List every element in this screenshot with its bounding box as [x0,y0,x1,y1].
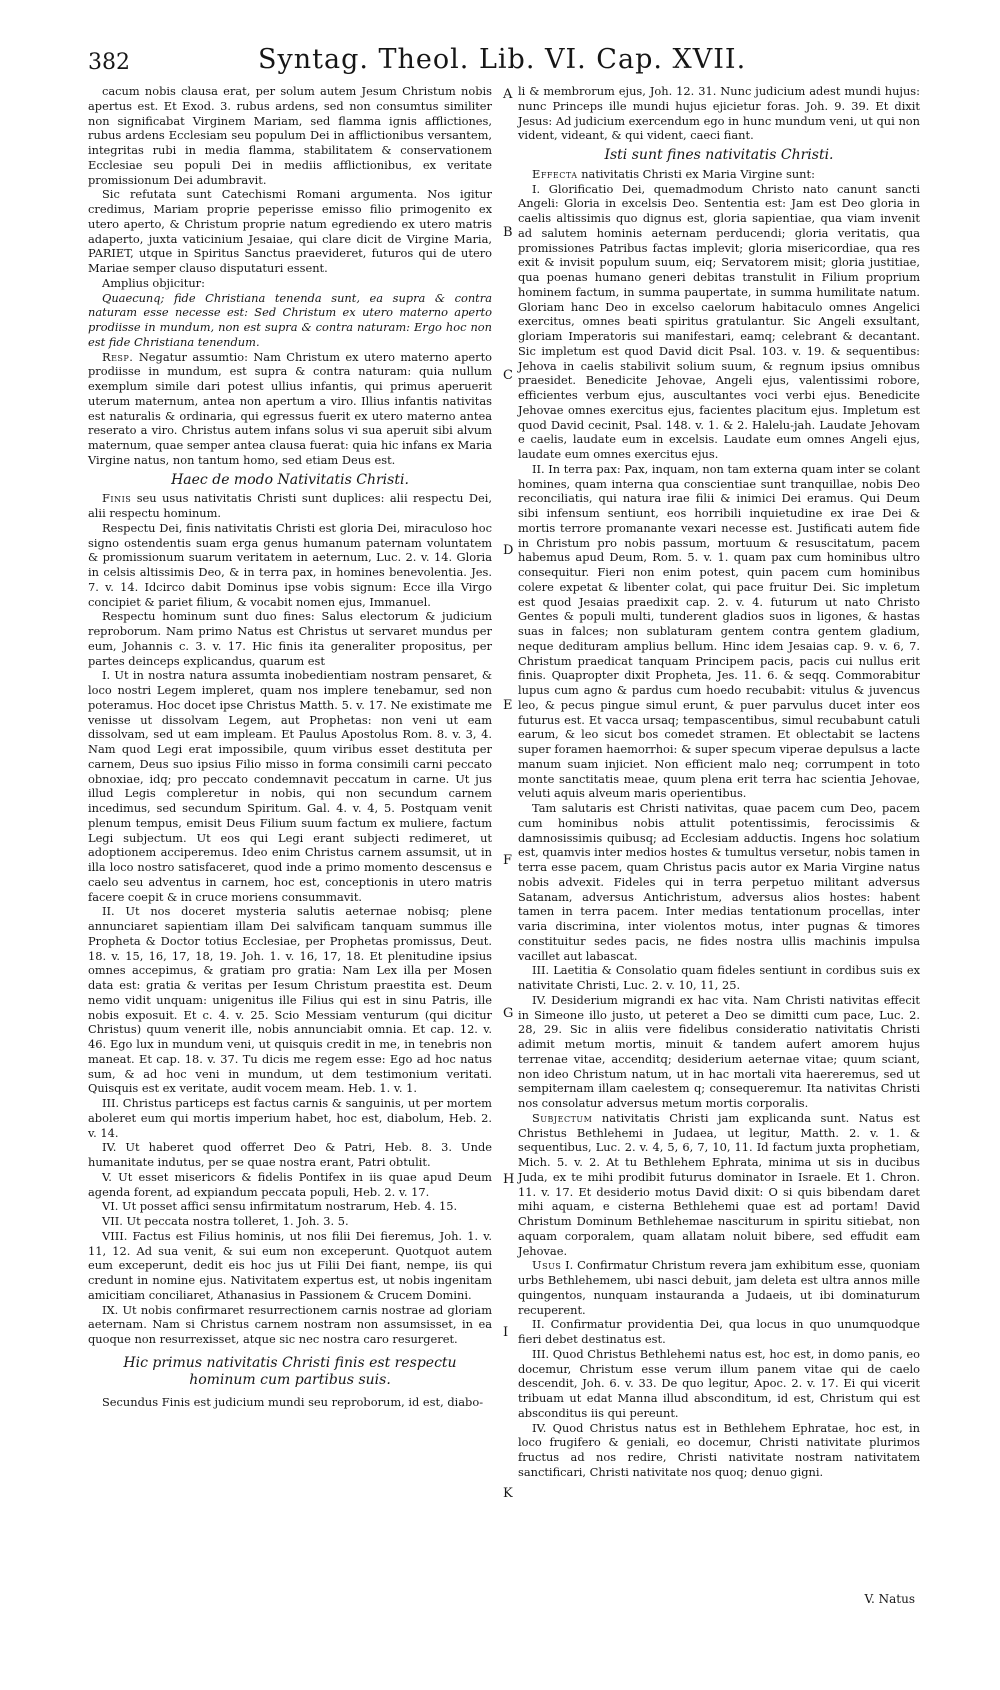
paragraph-text: seu usus nativitatis Christi sunt duplices: alii respectu Dei, alii respectu hominum. [88,491,493,520]
paragraph: IV. Ut haberet quod offerret Deo & Patri, Heb. 8. 3. Unde humanitate indutus, per se quae nostra erant, Patri obtulit. [88,1140,492,1169]
paragraph: li & membrorum ejus, Joh. 12. 31. Nunc judicium adest mundi hujus: nunc Princeps ille mundi hujus ejicietur foras. Joh. 9. 39. Et dixit Jesus: Ad judicium exercendum ego in hunc mundum veni, ut qui non vident, videant, & qui vident, caeci fiant. [518,84,920,143]
paragraph [88,350,492,468]
paragraph: I. Glorificatio Dei, quemadmodum Christo nato canunt sancti Angeli: Gloria in excelsis Deo. Sententia est: Jam est Deo gloria in caelis altissimis quo dignus est, gloria sapientiae, qua viam invenit ad salutem hominis aeternam perducendi; gloria veritatis, qua promissiones Patribus factas implevit; gloria misericordiae, qua res exit & invisit populum suum, eiq; Servatorem misit; gloria justitiae, qua poenas humano generi debitas transtulit in Filium proprium hominem factum, in summa paupertate, in summa humilitate natum. Gloriam hanc Deo in excelso caelorum habitaculo omnes Angelici exercitus, omnes beati spiritus gratulantur. Sic Angeli exsultant, gloriam Imperatoris sui manifestari, eamq; celebrant & decantant. Sic impletum est quod David dicit Psal. 103. v. 19. & sequentibus: Jehova in caelis stabilivit solium suum, & regnum ipsius omnibus praesidet. Benedicite Jehovae, Angeli ejus, valentissimi robore, efficientes verbum ejus, auscultantes voci verbi ejus. Benedicite Jehovae omnes exercitus ejus, facientes placitum ejus. Impletum est quod David cecinit, Psal. 148. v. 1. & 2. Halelu-jah. Laudate Jehovam e caelis, laudate eum in excelsis. Laudate eum omnes Angeli ejus, laudate eum omnes exercitus ejus. [518,181,920,461]
margin-letter-c: C [503,368,513,383]
paragraph-lead-word: Subjectum [532,1110,593,1125]
paragraph: Respectu Dei, finis nativitatis Christi est gloria Dei, miraculoso hoc signo ostendentis suam erga genus humanum paternam voluntatem & promissionum suarum veritatem in aeternum, Luc. 2. v. 14. Gloria in celsis altissimis Deo, & in terra pax, in homines benevolentia. Jes. 7. v. 14. Idcirco dabit Dominus ipse vobis signum: Ecce illa Virgo concipiet & pariet filium, & vocabit nomen ejus, Immanuel. [88,520,492,609]
catchword: V. Natus [864,1592,915,1606]
paragraph: IV. Quod Christus natus est in Bethlehem Ephratae, hoc est, in loco frugifero & geniali, eo docemur, Christi nativitate plurimos fructus ad nos redire, Christi nativitate nostram nativitatem sanctificari, Christi nativitate nos quoq; denuo gigni. [518,1420,920,1479]
margin-letter-b: B [503,225,513,240]
page-header [88,44,958,82]
paragraph: V. Ut esset misericors & fidelis Pontifex in iis quae apud Deum agenda forent, ad expiandum peccata populi, Heb. 2. v. 17. [88,1169,492,1199]
paragraph [88,491,492,521]
paragraph: VI. Ut posset affici sensu infirmitatum nostrarum, Heb. 4. 15. [102,1199,458,1214]
paragraph: Sic refutata sunt Catechismi Romani argumenta. Nos igitur credimus, Mariam proprie peperisse emisso filio primogenito ex utero aperto, & Christum proprie natum egrediendo ex utero matris adaperto, juxta vaticinium Jesaiae, qui clare dicit de Virgine Maria, PARIET, utque in Spiritus Sanctus praevideret, futuros qui de utero Mariae semper clauso disputaturi essent. [88,187,492,275]
paragraph-text: nativitatis Christi ex Maria Virgine sunt: [581,166,815,181]
paragraph: Quaecunq; fide Christiana tenenda sunt, ea supra & contra naturam esse necesse est: Sed Christum ex utero materno aperto prodiisse in mundum, non est supra & contra naturam: Ergo hoc non est fide Christiana tenendum. [88,290,492,349]
margin-letter-g: G [503,1006,514,1021]
paragraph: III. Laetitia & Consolatio quam fideles sentiunt in cordibus suis ex nativitate Christi, Luc. 2. v. 10, 11, 25. [518,963,920,992]
left-column [88,84,492,1410]
paragraph-lead-word: Usus [532,1258,562,1273]
right-column [518,84,920,1480]
paragraph: II. In terra pax: Pax, inquam, non tam externa quam inter se colant homines, quam interna qua conscientiae sunt tranquillae, nobis Deo reconciliatis, qui natura irae filii & inimici Dei eramus. Qui Deum sibi infensum sentiunt, eos horribili inquietudine ex irae Dei & mortis terrore promanante vexari necesse est. Justificati autem fide in Christum pro nobis passum, mortuum & resuscitatum, pacem habemus apud Deum, Rom. 5. v. 1. quam pax cum hominibus ultro consequitur. Fieri non enim potest, quin pacem cum hominibus colere expetat & libenter colat, qui pace fruitur Dei. Sic impletum est quod Jesaias praedixit cap. 2. v. 4. futurum ut nato Christo Gentes & populi multi, tunderent gladios suos in ligones, & hastas suas in falces; non sublaturam gentem contra gentem gladium, neque dedituram amplius bellum. Hinc idem Jesaias cap. 9. v. 6, 7. Christum praedicat tanquam Principem pacis, pacis cui nullus erit finis. Quapropter dixit Propheta, Jes. 11. 6. & seqq. Commorabitur lupus cum agno & pardus cum hoedo recubabit: vitulus & juvencus leo, & pecus pingue simul erunt, & puer parvulus ducet inter eos futurus est. Et vacca ursaq; tempascentibus, simul recubabunt catuli earum, & leo sicut bos comedet stramen. Et oblectabit se lactens super foramen haemorrhoi: & super specum viperae depulsus a lacte manum suam injiciet. Non efficient malo neq; corrumpent in toto monte sanctitatis meae, quum plena erit terra hac scientia Jehovae, veluti aquis alveum maris operientibus. [518,461,920,801]
margin-letter-f: F [503,853,513,868]
paragraph [518,167,920,182]
paragraph: VIII. Factus est Filius hominis, ut nos filii Dei fieremus, Joh. 1. v. 11, 12. Ad sua venit, & sui eum non exceperunt. Quotquot autem eum exceperunt, dedit eis hoc jus ut Filii Dei fiant, nempe, iis qui credunt in nomine ejus. Nativitatem expertus est, ut nobis ingenitam amicitiam conciliaret, Athanasius in Passionem & Crucem Domini. [88,1228,492,1302]
paragraph: III. Christus particeps est factus carnis & sanguinis, ut per mortem aboleret eum qui mortis imperium habet, hoc est, diabolum, Heb. 2. v. 14. [88,1096,492,1140]
paragraph-text: Negatur assumtio: Nam Christum ex utero materno aperto prodiisse in mundum, est supra & contra naturam: quia nullum exemplum simile dari potest ullius infantis, qui primus aperuerit uterum maternum, antea non apertum a viro. Illius infantis nativitas est naturalis & ordinaria, qui egressus fuerit ex utero materno antea reserato a viro. Christus autem infans solus vi sua aperuit sibi alvum maternum, quae semper antea clausa fuerat: quia hic infans ex Maria Virgine natus, non tantum homo, sed etiam Deus est. [88,349,493,467]
section-heading: Hic primus nativitatis Christi finis est respectu hominum cum partibus suis. [123,1354,457,1388]
paragraph: cacum nobis clausa erat, per solum autem Jesum Christum nobis apertus est. Et Exod. 3. rubus ardens, sed non consumtus similiter non significabat Virginem Mariam, sed flamma ignis afflictiones, rubus ardens Ecclesiam seu populum Dei in afflictionibus versantem, integritas rubi in media flamma, stabilitatem & conservationem Ecclesiae seu populi Dei in mediis afflictionibus, ex veritate promissionum Dei adumbravit. [88,84,492,187]
paragraph: Secundus Finis est judicium mundi seu reproborum, id est, diabo- [102,1394,484,1409]
paragraph: Respectu hominum sunt duo fines: Salus electorum & judicium reproborum. Nam primo Natus est Christus ut servaret mundus per eum, Johannis c. 3. v. 17. Hic finis ita generaliter propositus, per partes deinceps explicandus, quarum est [88,609,492,668]
paragraph: VII. Ut peccata nostra tolleret, 1. Joh. 3. 5. [102,1214,349,1228]
paragraph-lead-word: Effecta [532,166,578,181]
section-heading: Haec de modo Nativitatis Christi. [171,471,409,488]
paragraph [518,1258,920,1317]
running-title: Syntag. Theol. Lib. VI. Cap. XVII. [258,44,747,75]
paragraph: Amplius objicitur: [102,275,205,290]
page-number: 382 [88,50,130,75]
paragraph [518,1111,920,1259]
paragraph: IX. Ut nobis confirmaret resurrectionem carnis nostrae ad gloriam aeternam. Nam si Christus carnem nostram non assumsisset, in ea quoque non resurrexisset, atque sic nec nostra caro resurgeret. [88,1302,492,1346]
margin-letter-d: D [503,543,514,558]
margin-letter-k: K [503,1486,513,1501]
paragraph-lead-word: Resp. [102,349,134,364]
paragraph: I. Ut in nostra natura assumta inobedientiam nostram pensaret, & loco nostri Legem impleret, quam nos implere tenebamur, sed non poteramus. Hoc docet ipse Christus Matth. 5. v. 17. Ne existimate me venisse ut dissolvam Legem, aut Prophetas: non veni ut eam dissolvam, sed ut eam impleam. Et Paulus Apostolus Rom. 8. v. 3, 4. Nam quod Legi erat impossibile, quum viribus esset destituta per carnem, Deus suo ipsius Filio misso in forma consimili carni peccato obnoxiae, idq; pro peccato condemnavit peccatum in carne. Ut jus illud Legis compleretur in nobis, qui non secundum carnem incedimus, sed secundum Spiritum. Gal. 4. v. 4, 5. Postquam venit plenum tempus, emisit Deus Filium suum factum ex muliere, factum Legi subjectum. Ut eos qui Legi erant subjecti redimeret, ut adoptionem acciperemus. Ideo enim Christus carnem assumsit, ut in illa loco nostro satisfaceret, quod inde a primo momento descensus e caelo seu adventus in carnem, hoc est, conceptionis in utero matris facere coepit & in cruce moriens consummavit. [88,668,492,904]
paragraph: II. Ut nos doceret mysteria salutis aeternae nobisq; plene annunciaret sapientiam illam Dei salvificam tanquam summus ille Propheta & Doctor totius Ecclesiae, per Prophetas promissus, Deut. 18. v. 15, 16, 17, 18, 19. Joh. 1. v. 16, 17, 18. Et plenitudine ipsius omnes accepimus, & gratiam pro gratia: Nam Lex illa per Mosen data est: gratia & veritas per Iesum Christum praestita est. Deum nemo vidit unquam: unigenitus ille Filius qui est in sinu Patris, ille nobis exposuit. Et c. 4. v. 25. Scio Messiam venturum (qui dicitur Christus) quum venerit ille, nobis annunciabit omnia. Et cap. 12. v. 46. Ego lux in mundum veni, ut quisquis credit in me, in tenebris non maneat. Et cap. 18. v. 37. Tu dicis me regem esse: Ego ad hoc natus sum, & ad hoc veni in mundum, ut dem testimonium veritati. Quisquis est ex veritate, audit vocem meam. Heb. 1. v. 1. [88,904,492,1096]
margin-letter-i: I [503,1325,509,1340]
margin-letter-h: H [503,1172,515,1187]
paragraph-text: I. Confirmatur Christum revera jam exhibitum esse, quoniam urbs Bethlehemem, ubi nasci debuit, jam deleta est ultra annos mille quingentos, nunquam instauranda a Judaeis, ut ibi dominaturum recuperent. [518,1258,920,1317]
paragraph-text: nativitatis Christi jam explicanda sunt. Natus est Christus Bethlehemi in Judaea, ut legitur, Matth. 2. v. 1. & sequentibus, Luc. 2. v. 4, 5, 6, 7, 10, 11. Id factum juxta prophetiam, Mich. 5. v. 2. At tu Bethlehem Ephrata, minima ut sis in ducibus Juda, ex te mihi prodibit futurus dominator in Israele. Et 1. Chron. 11. v. 17. Et desiderio motus David dixit: O si quis bibendam daret mihi aquam, e cisterna Bethlehemi quae est ad portam! David Christum Dominum Bethlehemae nasciturum in spiritu sitiebat, non aquam corporalem, quam allatam noluit bibere, sed effudit eam Jehovae. [518,1110,920,1258]
margin-letter-a: A [503,87,513,102]
paragraph: II. Confirmatur providentia Dei, qua locus in quo unumquodque fieri debet destinatus est. [518,1317,920,1346]
paragraph-lead-word: Finis [102,491,132,506]
paragraph: III. Quod Christus Bethlehemi natus est, hoc est, in domo panis, eo docemur, Christum esse verum illum panem vitae qui de caelo descendit, Joh. 6. v. 33. De quo legitur, Apoc. 2. v. 17. Ei qui vicerit tribuam ut edat Manna illud absconditum, id est, Christum qui est absconditus iis qui pereunt. [518,1346,920,1420]
paragraph: IV. Desiderium migrandi ex hac vita. Nam Christi nativitas effecit in Simeone illo justo, ut peteret a Deo se dimitti cum pace, Luc. 2. 28, 29. Sic in aliis vere fidelibus consideratio nativitatis Christi adimit metum mortis, minuit & tandem aufert amorem hujus terrenae vitae, accenditq; desiderium aeternae vitae; quum sciant, non ideo Christum natum, ut in hac mortali vita haereremus, sed ut sempiternam illam caelestem q; consequeremur. Ita nativitas Christi nos consolatur adversus metum mortis corporalis. [518,992,920,1110]
section-heading: Isti sunt fines nativitatis Christi. [604,147,834,163]
margin-letter-e: E [503,698,513,713]
paragraph: Tam salutaris est Christi nativitas, quae pacem cum Deo, pacem cum hominibus nobis attulit potentissimis, ferocissimis & damnosissimis quibusq; ad Ecclesiam adductis. Ingens hoc solatium est, quamvis inter medios hostes & tumultus versetur, nobis tamen in terra esse pacem, quam Christus pacis autor ex Maria Virgine natus nobis advexit. Fideles qui in terra perpetuo militant adversus Satanam, adversus Antichristum, adversus alios hostes: habent tamen in terra pacem. Inter medias tentationum procellas, inter varia discrimina, inter violentos motus, inter pugnas & timores constituitur sedes pacis, ne fides nostra ullis machinis impulsa vacillet aut labascat. [518,801,920,963]
